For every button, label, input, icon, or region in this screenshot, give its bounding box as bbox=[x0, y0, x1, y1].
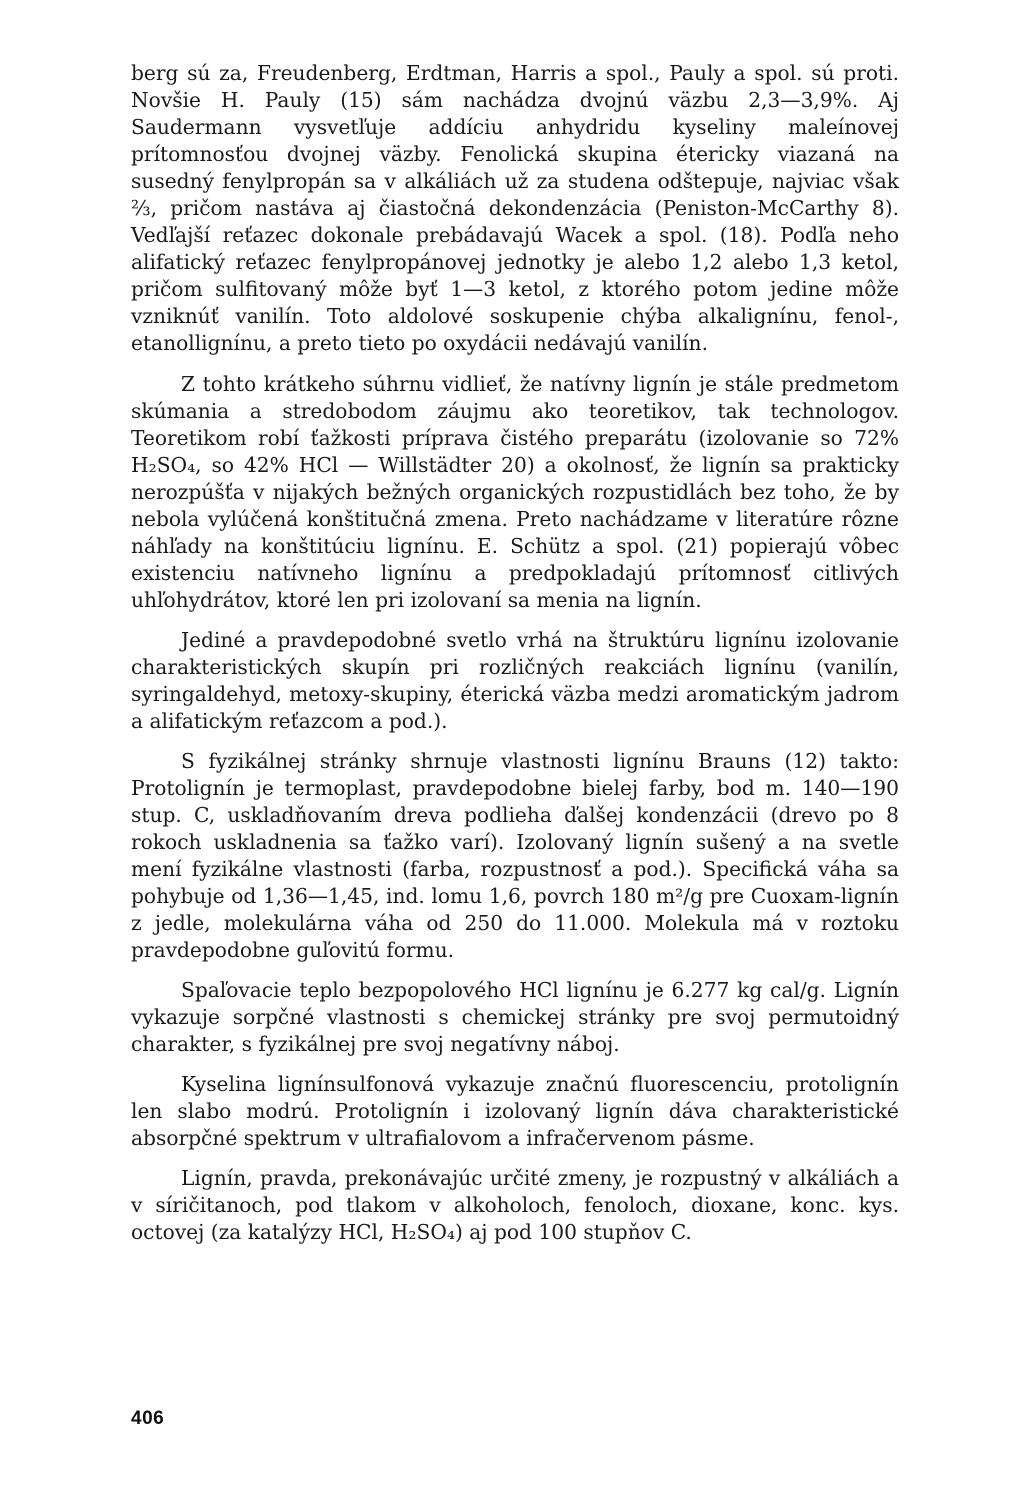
page-body bbox=[131, 60, 899, 1259]
paragraph-6: Kyselina lignínsulfonová vykazuje značnú fluorescenciu, protolignín len slabo modrú. Protolignín i izolovaný lignín dáva charakteristické absorpčné spektrum v ultrafialovom a infračervenom pásme. bbox=[131, 1072, 899, 1150]
paragraph-2: Z tohto krátkeho súhrnu vidlieť, že natívny lignín je stále predmetom skúmania a stredobodom záujmu ako teoretikov, tak technologov. Teoretikom robí ťažkosti príprava čistého preparátu (izolovanie so 72% H₂SO₄, so 42% HCl — Willstädter 20) a okolnosť, že lignín sa prakticky nerozpúšťa v nijakých bežných organických rozpustidlách bez toho, že by nebola vylúčená konštitučná zmena. Preto nachádzame v literatúre rôzne náhľady na konštitúciu lignínu. E. Schütz a spol. (21) popierajú vôbec existenciu natívneho lignínu a predpokladajú prítomnosť citlivých uhľohydrátov, ktoré len pri izolovaní sa menia na lignín. bbox=[131, 372, 899, 612]
paragraph-7: Lignín, pravda, prekonávajúc určité zmeny, je rozpustný v alkáliách a v síričitanoch, pod tlakom v alkoholoch, fenoloch, dioxane, konc. kys. octovej (za katalýzy HCl, H₂SO₄) aj pod 100 stupňov C. bbox=[131, 1166, 899, 1244]
paragraph-4: S fyzikálnej stránky shrnuje vlastnosti lignínu Brauns (12) takto: Protolignín je termoplast, pravdepodobne bielej farby, bod m. 140—190 stup. C, uskladňovaním dreva podlieha ďalšej kondenzácii (drevo po 8 rokoch uskladnenia sa ťažko varí). Izolovaný lignín sušený a na svetle mení fyzikálne vlastnosti (farba, rozpustnosť a pod.). Specifická váha sa pohybuje od 1,36—1,45, ind. lomu 1,6, povrch 180 m²/g pre Cuoxam-lignín z jedle, molekulárna váha od 250 do 11.000. Molekula má v roztoku pravdepodobne guľovitú formu. bbox=[131, 749, 899, 962]
paragraph-5: Spaľovacie teplo bezpopolového HCl lignínu je 6.277 kg cal/g. Lignín vykazuje sorpčné vlastnosti s chemickej stránky pre svoj permutoidný charakter, s fyzikálnej pre svoj negatívny náboj. bbox=[131, 978, 899, 1056]
page-number: 406 bbox=[131, 1408, 165, 1429]
paragraph-3: Jediné a pravdepodobné svetlo vrhá na štruktúru lignínu izolovanie charakteristických skupín pri rozličných reakciách lignínu (vanilín, syringaldehyd, metoxy-skupiny, éterická väzba medzi aromatickým jadrom a alifatickým reťazcom a pod.). bbox=[131, 628, 899, 733]
paragraph-1: berg sú za, Freudenberg, Erdtman, Harris a spol., Pauly a spol. sú proti. Novšie H. Pauly (15) sám nachádza dvojnú väzbu 2,3—3,9%. Aj Saudermann vysvetľuje addíciu anhydridu kyseliny maleínovej prítomnosťou dvojnej väzby. Fenolická skupina étericky viazaná na susedný fenylpropán sa v alkáliách už za studena odštepuje, najviac však ⅔, pričom nastáva aj čiastočná dekondenzácia (Peniston-McCarthy 8). Vedľajší reťazec dokonale prebádavajú Wacek a spol. (18). Podľa neho alifatický reťazec fenylpropánovej jednotky je alebo 1,2 alebo 1,3 ketol, pričom sulfitovaný môže byť 1—3 ketol, z ktorého potom jedine môže vzniknúť vanilín. Toto aldolové soskupenie chýba alkalignínu, fenol-, etanollignínu, a preto tieto po oxydácii nedávajú vanilín. bbox=[131, 61, 899, 355]
